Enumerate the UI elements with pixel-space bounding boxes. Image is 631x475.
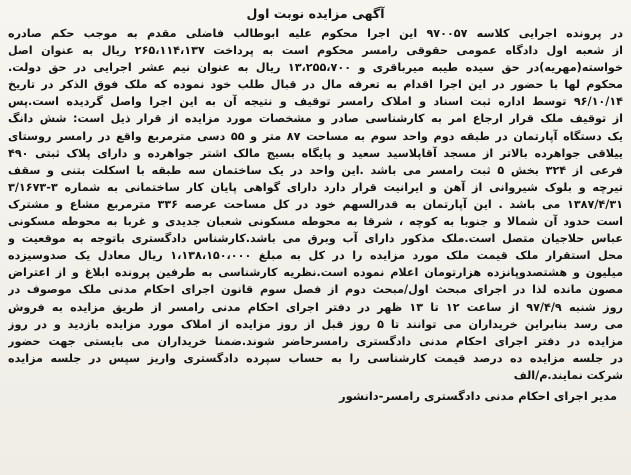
body-line: از توقیف ملک قرار ارجاع امر به کارشناسی صادر و مشخصات مورد مزایده از قرار ذیل است: شش دانگ: [8, 112, 623, 126]
body-line: محل استقرار ملک قیمت ملک مورد مزایده را در کل به مبلغ ۱،۱۳۸،۱۵۰،۰۰۰ ریال معادل یک صدوسیزده: [8, 249, 623, 263]
body-line: در جلسه مزایده ده درصد قیمت کارشناسی را به حساب سپرده دادگستری واریز سپس در جلسه مزایده: [8, 351, 623, 365]
body-line: از شعبه اول دادگاه عمومی حقوقی رامسر محکوم است به پرداخت ۲۶۵،۱۱۴،۱۳۷ ریال به عنوان اصل: [8, 44, 623, 58]
body-line: عباس حلاجیان متصل است.ملک مذکور دارای آب وبرق می باشد.کارشناس دادگستری باتوجه به موقعیت و: [8, 232, 623, 246]
body-line: در پرونده اجرایی کلاسه ۹۷۰۰۵۷ این اجرا محکوم علیه ابوطالب فاضلی مقدم به موجب حکم صادره: [8, 27, 623, 40]
body-line: می رسد بنابراین خریداران می توانند تا ۵ روز قبل از روز مزایده از املاک مورد مزایده بازدید و در روز: [8, 317, 623, 331]
body-line: میلیون و هشتصدوپانزده هزارتومان اعلام نموده است.نظریه کارشناسی به طرفین پرونده ابلاغ و از اعتراض: [8, 266, 623, 280]
notice-body: [8, 25, 623, 384]
body-line: مزایده در دفتر اجرای احکام مدنی دادگستری رامسرحاضر شوند.ضمنا خریداران می بایستی جهت حضور: [8, 334, 623, 348]
body-line: شرکت نمایند.م/الف: [513, 368, 623, 382]
body-line: ۱۳۸۷/۴/۳۱ می باشد . این آپارتمان به قدرالسهم خود در کل مساحت عرصه ۳۳۶ مترمربع مشاع و مشترک: [8, 197, 623, 211]
body-line: محکوم لها با حضور در این اجرا اقدام به تعرفه مال در قبال طلب خود نموده که ملک فوق الذکر در تاریخ: [8, 78, 623, 92]
notice-title: آگهی مزایده نوبت اول: [246, 6, 385, 21]
body-line: مصون مانده لذا در اجرای مبحث اول/مبحث دوم از فصل سوم قانون اجرای احکام مدنی ملک موصوف در: [8, 283, 623, 297]
body-line: روز شنبه ۹۷/۴/۹ از ساعت ۱۲ تا ۱۳ ظهر در دفتر اجرای احکام مدنی رامسر از طریق مزایده به فروش: [8, 300, 623, 314]
body-line: فرعی از ۳۲۴ بخش ۵ ثبت رامسر می باشد .این واحد در یک ساختمان سه طبقه با اسکلت بتنی و سقف: [8, 163, 623, 177]
notice-signature: مدیر اجرای احکام مدنی دادگستری رامسر-دانشور: [338, 388, 617, 403]
body-line: یک دستگاه آپارتمان در طبقه دوم واحد سوم به مساحت ۸۷ متر و ۵۵ دسی مترمربع واقع در رامسر روستای: [8, 129, 623, 143]
body-line: تیرچه و بلوک شیروانی از آهن و ایرانیت قرار دارد دارای گواهی پایان کار ساختمانی به شماره ۳-۳/۱۶۷۳: [8, 180, 623, 194]
body-line: خواسته(مهریه)در حق سیده طیبه میرباقری و ۱۳،۲۵۵،۷۰۰ ریال به عنوان نیم عشر اجرایی در حق دولت.: [8, 61, 623, 75]
body-line: ییلاقی جواهرده بالاتر از مسجد آقاپلاسید سعید و پایگاه بسیج مالک اشتر جواهرده و دارای پلاک ثبتی ۴۹۰: [8, 146, 623, 160]
body-line: است حدود آن شمالا و جنوبا به کوچه ، شرقا به محوطه مسکونی شعبان جدیدی و غربا به محوطه مسکونی: [8, 215, 623, 229]
body-line: ۹۶/۱۰/۱۴ توسط اداره ثبت اسناد و املاک رامسر توقیف و نتیجه آن به این اجرا واصل گردیده است.پس: [8, 95, 623, 109]
